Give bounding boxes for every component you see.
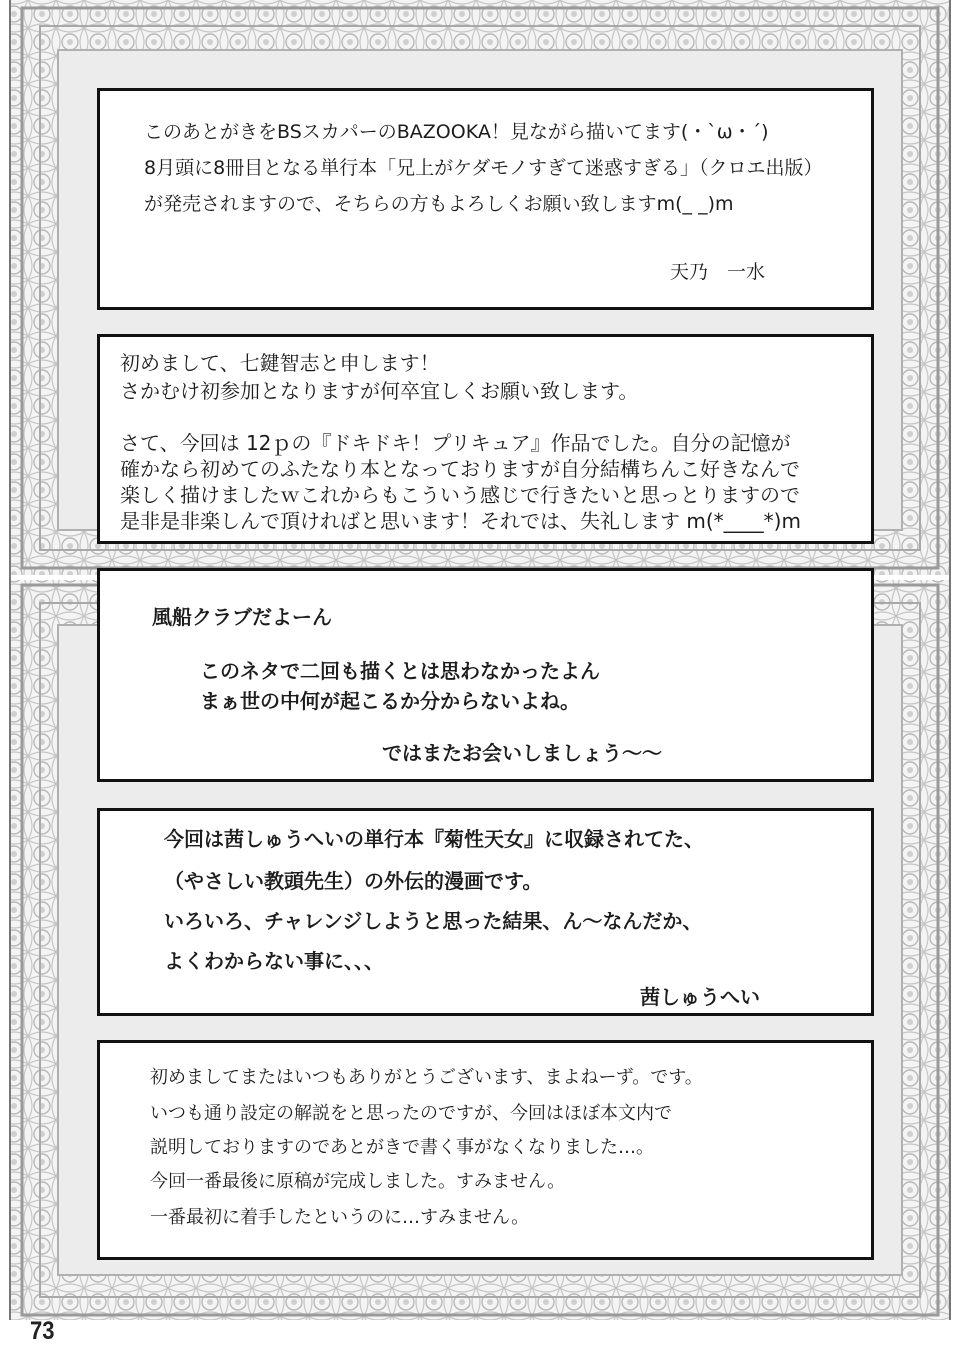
note-line: が発売されますので、そちらの方もよろしくお願い致しますm(_ _)m [144, 193, 734, 215]
afterword-box-5 [97, 1040, 874, 1260]
note-line: 楽しく描けましたｗこれからもこういう感じで行きたいと思っとりますので [120, 483, 800, 507]
afterword-box-4 [97, 808, 874, 1016]
note-line: さかむけ初参加となりますが何卒宜しくお願い致します。 [120, 379, 639, 403]
note-line: いろいろ、チャレンジしようと思った結果、ん～なんだか、 [164, 909, 703, 933]
note-line: 今回一番最後に原稿が完成しました。すみません。 [150, 1171, 566, 1192]
note-line: 8月頭に8冊目となる単行本「兄上がケダモノすぎて迷惑すぎる」（クロエ出版） [144, 157, 823, 179]
note-line: まぁ世の中何が起こるか分からないよね。 [200, 689, 580, 713]
note-line: このネタで二回も描くとは思わなかったよん [200, 659, 600, 683]
afterword-box-3 [97, 568, 874, 782]
note-line: （やさしい教頭先生）の外伝的漫画です。 [164, 869, 543, 893]
note-line: ではまたお会いしましょう～～ [382, 741, 662, 765]
note-line: 初めまして、七鍵智志と申します！ [120, 351, 440, 375]
note-line: 初めましてまたはいつもありがとうございます、まよねーず。です。 [150, 1067, 703, 1088]
page-number: 73 [30, 1316, 55, 1345]
note-line: 今回は茜しゅうへいの単行本『菊性天女』に収録されてた、 [164, 827, 704, 851]
note-line: いつも通り設定の解説をと思ったのですが、今回はほぼ本文内で [150, 1103, 672, 1124]
author-signature: 茜しゅうへい [640, 985, 760, 1009]
note-line: 確かなら初めてのふたなり本となっておりますが自分結構ちんこ好きなんで [120, 457, 800, 481]
afterword-box-1 [97, 88, 874, 310]
note-line: このあとがきをBSスカパーのBAZOOKA！見ながら描いてます(・`ω・´) [144, 121, 769, 143]
note-line: さて、今回は 12ｐの『ドキドキ！プリキュア』作品でした。自分の記憶が [120, 431, 791, 455]
note-line: よくわからない事に、、、 [164, 949, 384, 973]
author-signature: 天乃 一水 [670, 261, 766, 283]
note-line: 是非是非楽しんで頂ければと思います！それでは、失礼します m(*____*)m [120, 509, 801, 533]
afterword-box-2 [97, 334, 874, 544]
note-line: 一番最初に着手したというのに…すみません。 [150, 1207, 530, 1228]
note-line: 風船クラブだよーん [152, 605, 332, 629]
note-line: 説明しておりますのであとがきで書く事がなくなりました…。 [150, 1137, 654, 1158]
